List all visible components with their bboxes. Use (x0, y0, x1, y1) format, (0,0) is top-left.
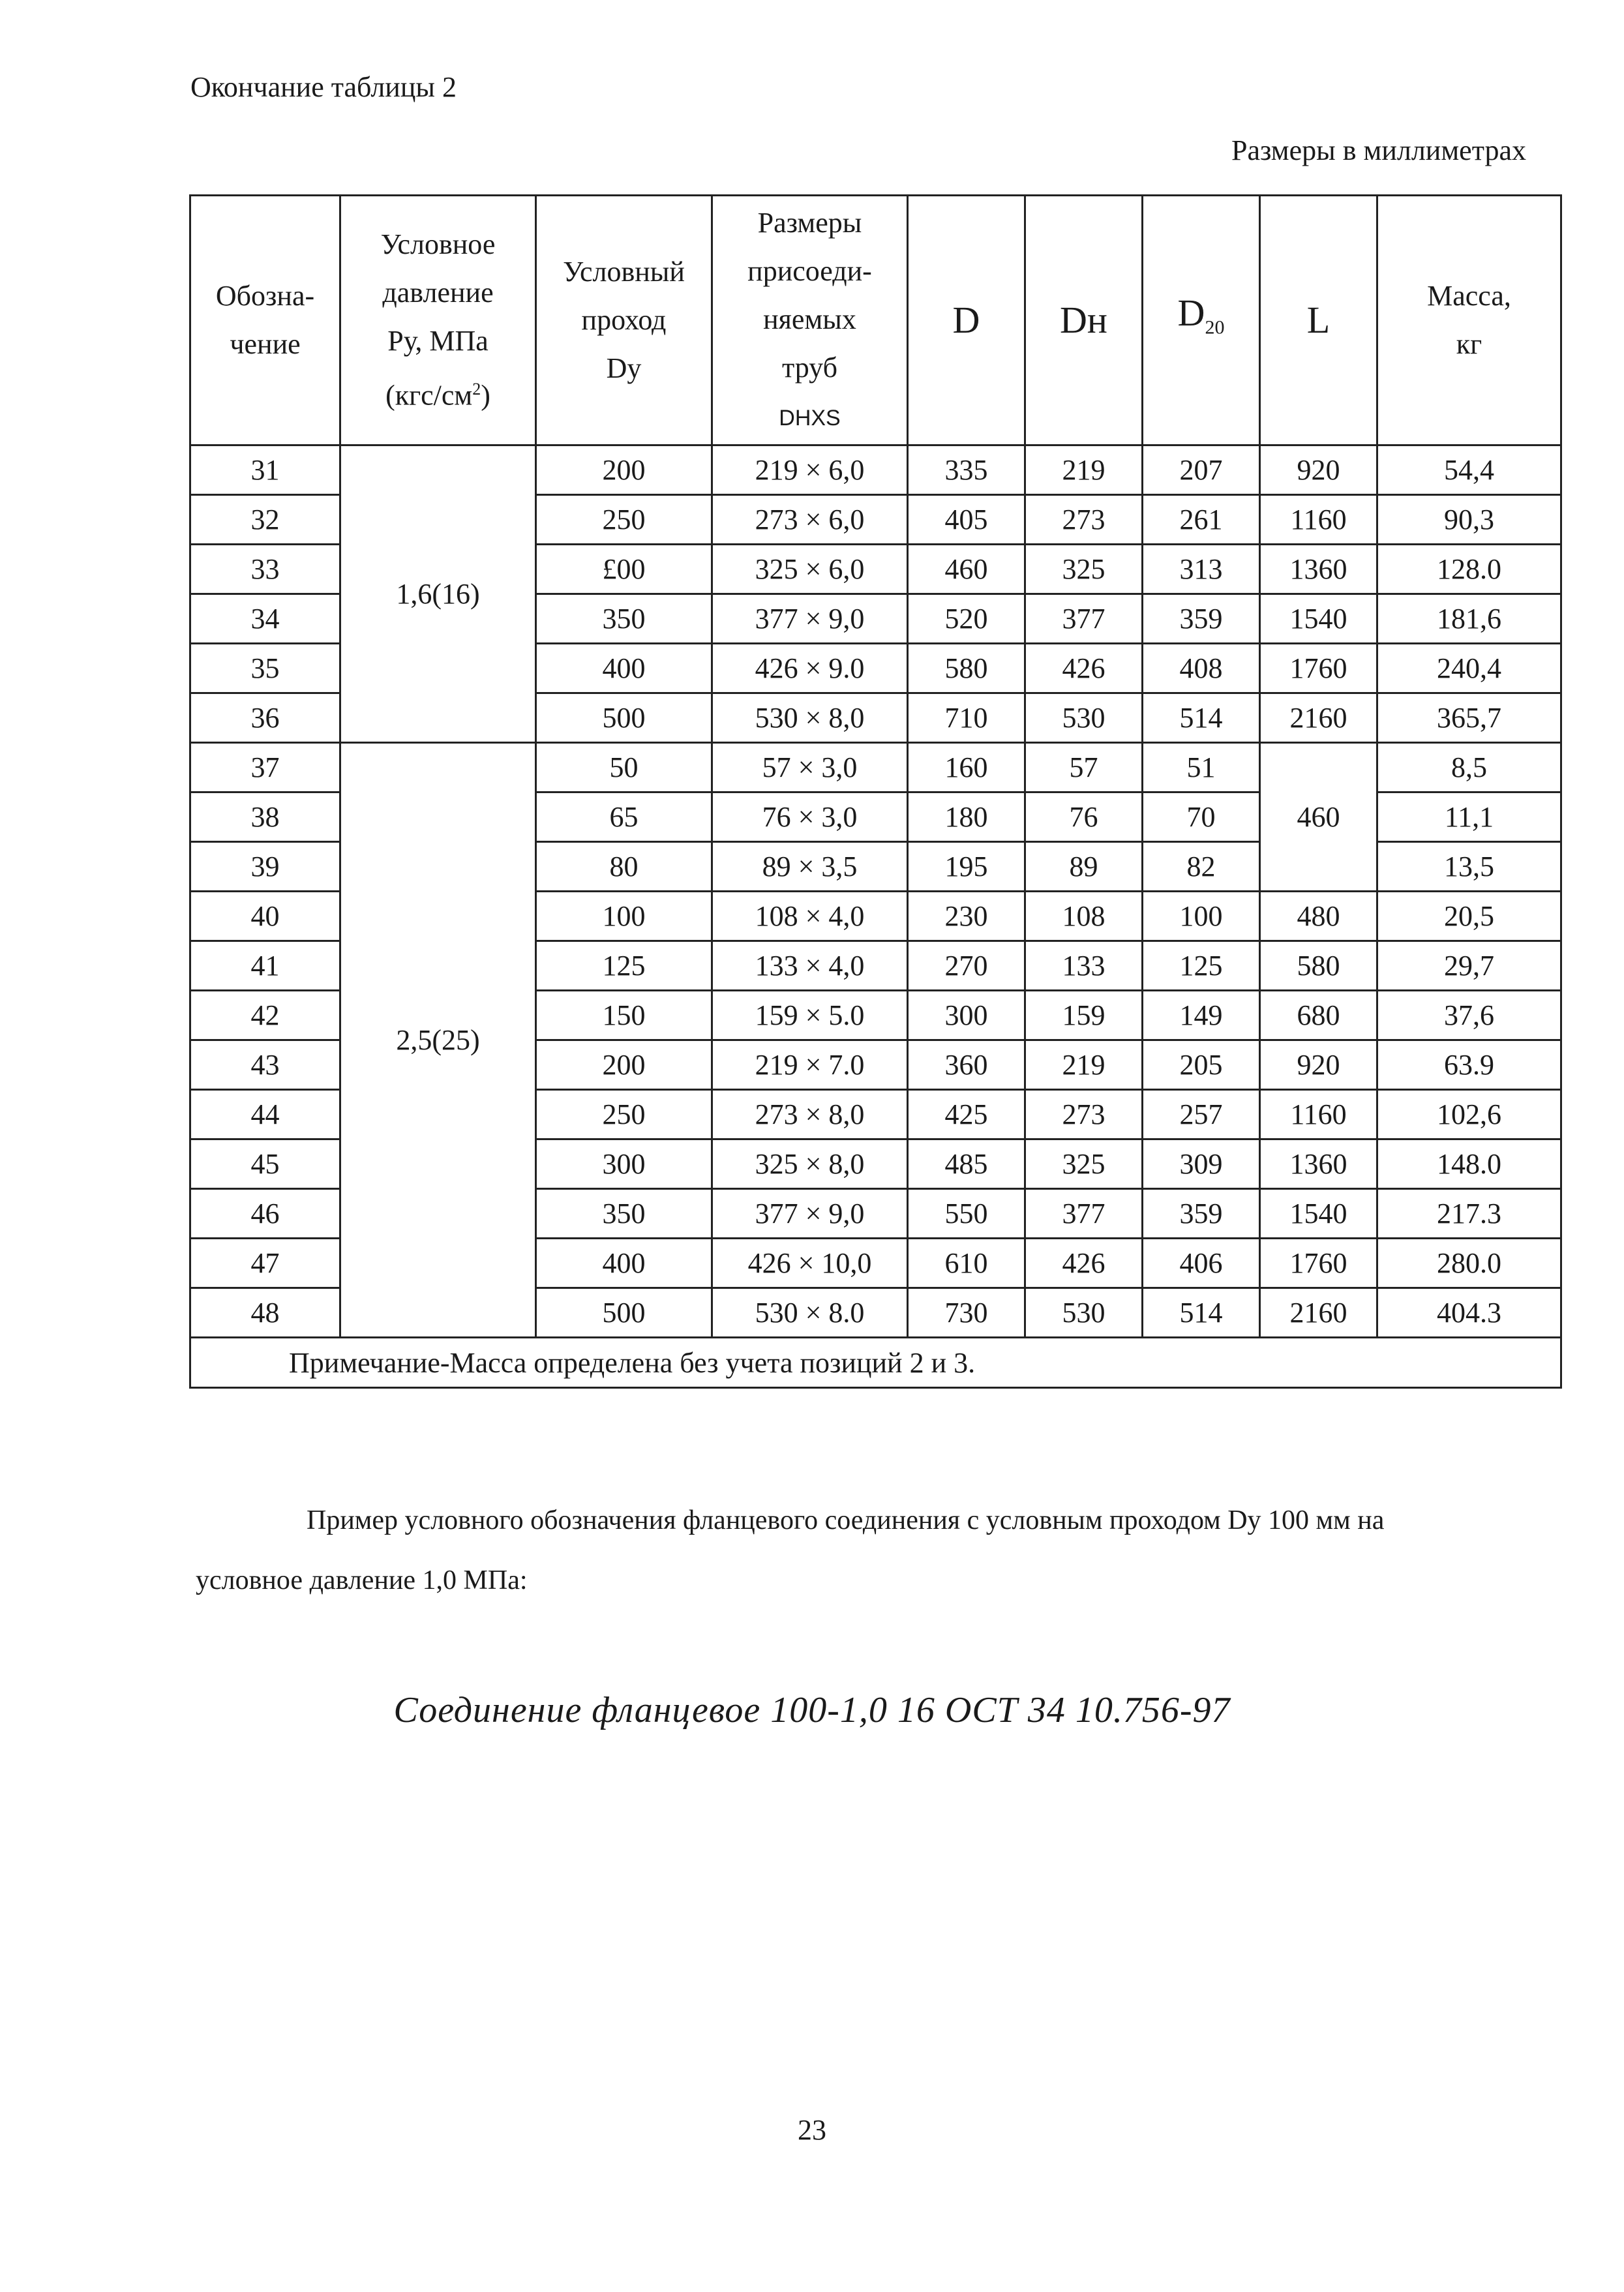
cell-pipe: 426 × 9.0 (712, 644, 908, 693)
cell-l: 920 (1260, 1040, 1377, 1090)
cell-designation: 44 (190, 1090, 340, 1139)
cell-mass: 148.0 (1377, 1139, 1561, 1189)
cell-dy: 500 (536, 693, 712, 743)
flange-dimensions-table (189, 194, 1562, 1389)
cell-dy: 125 (536, 941, 712, 991)
header-dn: Dн (1025, 196, 1143, 445)
cell-d20: 514 (1143, 693, 1260, 743)
cell-d: 730 (908, 1288, 1025, 1338)
cell-designation: 40 (190, 892, 340, 941)
cell-d: 230 (908, 892, 1025, 941)
cell-designation: 37 (190, 743, 340, 792)
cell-d: 520 (908, 594, 1025, 644)
cell-pipe: 89 × 3,5 (712, 842, 908, 892)
cell-l: 680 (1260, 991, 1377, 1040)
cell-l: 1160 (1260, 1090, 1377, 1139)
cell-designation: 38 (190, 792, 340, 842)
cell-d: 460 (908, 545, 1025, 594)
cell-designation: 33 (190, 545, 340, 594)
cell-mass: 8,5 (1377, 743, 1561, 792)
example-paragraph (196, 1490, 1591, 1610)
cell-dy: 400 (536, 644, 712, 693)
cell-dn: 108 (1025, 892, 1143, 941)
example-designation: Соединение фланцевое 100-1,0 16 ОСТ 34 10.756-97 (393, 1690, 1231, 1730)
cell-l: 2160 (1260, 1288, 1377, 1338)
cell-d20: 125 (1143, 941, 1260, 991)
header-nominal-bore: Условный проход Dy (536, 196, 712, 445)
cell-designation: 36 (190, 693, 340, 743)
cell-dn: 76 (1025, 792, 1143, 842)
units-note: Размеры в миллиметрах (1231, 134, 1526, 166)
cell-pipe: 219 × 6,0 (712, 445, 908, 495)
cell-mass: 11,1 (1377, 792, 1561, 842)
cell-designation: 32 (190, 495, 340, 545)
cell-l: 1540 (1260, 1189, 1377, 1239)
header-pipe-sizes: Размеры присоеди- няемых труб DHXS (712, 196, 908, 445)
cell-dy: 50 (536, 743, 712, 792)
cell-designation: 43 (190, 1040, 340, 1090)
cell-designation: 34 (190, 594, 340, 644)
cell-dn: 133 (1025, 941, 1143, 991)
cell-designation: 47 (190, 1239, 340, 1288)
header-nominal-pressure: Условное давление Ру, МПа $(кгс/см^2)$ (340, 196, 536, 445)
table-continuation-caption: Окончание таблицы 2 (190, 71, 457, 103)
cell-dy: 350 (536, 1189, 712, 1239)
cell-mass: 20,5 (1377, 892, 1561, 941)
cell-d: 405 (908, 495, 1025, 545)
cell-d: 335 (908, 445, 1025, 495)
cell-dy: 300 (536, 1139, 712, 1189)
cell-dn: 325 (1025, 545, 1143, 594)
cell-l: 1760 (1260, 1239, 1377, 1288)
cell-pressure-group: 2,5(25) (340, 743, 536, 1338)
cell-d: 425 (908, 1090, 1025, 1139)
cell-dy: £00 (536, 545, 712, 594)
cell-pipe: 76 × 3,0 (712, 792, 908, 842)
cell-d20: 257 (1143, 1090, 1260, 1139)
header-mass: Масса, кг (1377, 196, 1561, 445)
cell-mass: 217.3 (1377, 1189, 1561, 1239)
cell-d20: 51 (1143, 743, 1260, 792)
cell-l: 2160 (1260, 693, 1377, 743)
cell-pipe: 377 × 9,0 (712, 594, 908, 644)
cell-dn: 273 (1025, 495, 1143, 545)
cell-dn: 159 (1025, 991, 1143, 1040)
header-l: L (1260, 196, 1377, 445)
cell-pipe: 530 × 8,0 (712, 693, 908, 743)
cell-designation: 35 (190, 644, 340, 693)
cell-dn: 426 (1025, 1239, 1143, 1288)
cell-d20: 207 (1143, 445, 1260, 495)
cell-d: 270 (908, 941, 1025, 991)
cell-d: 550 (908, 1189, 1025, 1239)
cell-mass: 280.0 (1377, 1239, 1561, 1288)
cell-d20: 309 (1143, 1139, 1260, 1189)
cell-pipe: 377 × 9,0 (712, 1189, 908, 1239)
table-header-row (190, 196, 1561, 445)
cell-pipe: 57 × 3,0 (712, 743, 908, 792)
cell-dy: 400 (536, 1239, 712, 1288)
cell-d20: 406 (1143, 1239, 1260, 1288)
cell-pipe: 159 × 5.0 (712, 991, 908, 1040)
cell-dn: 377 (1025, 594, 1143, 644)
cell-pipe: 133 × 4,0 (712, 941, 908, 991)
table-row (190, 743, 1561, 792)
cell-d20: 261 (1143, 495, 1260, 545)
cell-d20: 205 (1143, 1040, 1260, 1090)
cell-mass: 404.3 (1377, 1288, 1561, 1338)
cell-designation: 41 (190, 941, 340, 991)
cell-mass: 181,6 (1377, 594, 1561, 644)
cell-pressure-group: 1,6(16) (340, 445, 536, 743)
cell-d20: 100 (1143, 892, 1260, 941)
cell-d: 195 (908, 842, 1025, 892)
cell-d20: 514 (1143, 1288, 1260, 1338)
cell-dn: 530 (1025, 1288, 1143, 1338)
cell-dy: 500 (536, 1288, 712, 1338)
cell-d: 300 (908, 991, 1025, 1040)
cell-mass: 240,4 (1377, 644, 1561, 693)
table-note: Примечание-Масса определена без учета позиций 2 и 3. (190, 1338, 1561, 1388)
cell-dy: 100 (536, 892, 712, 941)
cell-dn: 530 (1025, 693, 1143, 743)
cell-d: 610 (908, 1239, 1025, 1288)
cell-d20: 313 (1143, 545, 1260, 594)
cell-mass: 102,6 (1377, 1090, 1561, 1139)
cell-dn: 325 (1025, 1139, 1143, 1189)
cell-mass: 29,7 (1377, 941, 1561, 991)
cell-pipe: 108 × 4,0 (712, 892, 908, 941)
cell-l: 1540 (1260, 594, 1377, 644)
cell-dn: 57 (1025, 743, 1143, 792)
cell-d: 180 (908, 792, 1025, 842)
cell-pipe: 219 × 7.0 (712, 1040, 908, 1090)
example-line-1: Пример условного обозначения фланцевого соединения с условным проходом Dy 100 мм на (307, 1505, 1385, 1535)
cell-mass: 37,6 (1377, 991, 1561, 1040)
cell-dy: 200 (536, 445, 712, 495)
cell-d: 485 (908, 1139, 1025, 1189)
cell-mass: 54,4 (1377, 445, 1561, 495)
cell-l-merged: 460 (1260, 743, 1377, 892)
cell-dy: 200 (536, 1040, 712, 1090)
cell-mass: 365,7 (1377, 693, 1561, 743)
cell-mass: 128.0 (1377, 545, 1561, 594)
cell-dn: 426 (1025, 644, 1143, 693)
cell-mass: 63.9 (1377, 1040, 1561, 1090)
cell-pipe: 273 × 6,0 (712, 495, 908, 545)
cell-l: 920 (1260, 445, 1377, 495)
cell-designation: 39 (190, 842, 340, 892)
cell-dy: 350 (536, 594, 712, 644)
page-number: 23 (798, 2114, 826, 2146)
cell-pipe: 530 × 8.0 (712, 1288, 908, 1338)
cell-designation: 48 (190, 1288, 340, 1338)
header-d: D (908, 196, 1025, 445)
cell-designation: 42 (190, 991, 340, 1040)
cell-d20: 408 (1143, 644, 1260, 693)
cell-l: 480 (1260, 892, 1377, 941)
cell-dy: 65 (536, 792, 712, 842)
table-body (190, 445, 1561, 1338)
cell-mass: 13,5 (1377, 842, 1561, 892)
table-note-row (190, 1338, 1561, 1388)
cell-dn: 219 (1025, 445, 1143, 495)
header-d20: $D_{20}$ (1143, 196, 1260, 445)
table-row (190, 445, 1561, 495)
cell-pipe: 273 × 8,0 (712, 1090, 908, 1139)
cell-l: 580 (1260, 941, 1377, 991)
cell-d20: 82 (1143, 842, 1260, 892)
cell-pipe: 325 × 6,0 (712, 545, 908, 594)
cell-pipe: 426 × 10,0 (712, 1239, 908, 1288)
cell-designation: 45 (190, 1139, 340, 1189)
cell-d20: 359 (1143, 594, 1260, 644)
cell-l: 1360 (1260, 545, 1377, 594)
cell-dn: 89 (1025, 842, 1143, 892)
cell-d20: 70 (1143, 792, 1260, 842)
cell-d: 710 (908, 693, 1025, 743)
cell-dy: 250 (536, 1090, 712, 1139)
cell-dy: 250 (536, 495, 712, 545)
cell-designation: 31 (190, 445, 340, 495)
cell-d20: 359 (1143, 1189, 1260, 1239)
cell-designation: 46 (190, 1189, 340, 1239)
cell-l: 1360 (1260, 1139, 1377, 1189)
cell-dn: 273 (1025, 1090, 1143, 1139)
cell-d: 360 (908, 1040, 1025, 1090)
cell-dn: 219 (1025, 1040, 1143, 1090)
cell-dy: 150 (536, 991, 712, 1040)
cell-pipe: 325 × 8,0 (712, 1139, 908, 1189)
cell-l: 1160 (1260, 495, 1377, 545)
cell-d: 580 (908, 644, 1025, 693)
cell-dy: 80 (536, 842, 712, 892)
cell-d: 160 (908, 743, 1025, 792)
example-line-2: условное давление 1,0 МПа: (196, 1565, 528, 1595)
cell-l: 1760 (1260, 644, 1377, 693)
cell-d20: 149 (1143, 991, 1260, 1040)
cell-mass: 90,3 (1377, 495, 1561, 545)
header-designation: Обозна- чение (190, 196, 340, 445)
cell-dn: 377 (1025, 1189, 1143, 1239)
